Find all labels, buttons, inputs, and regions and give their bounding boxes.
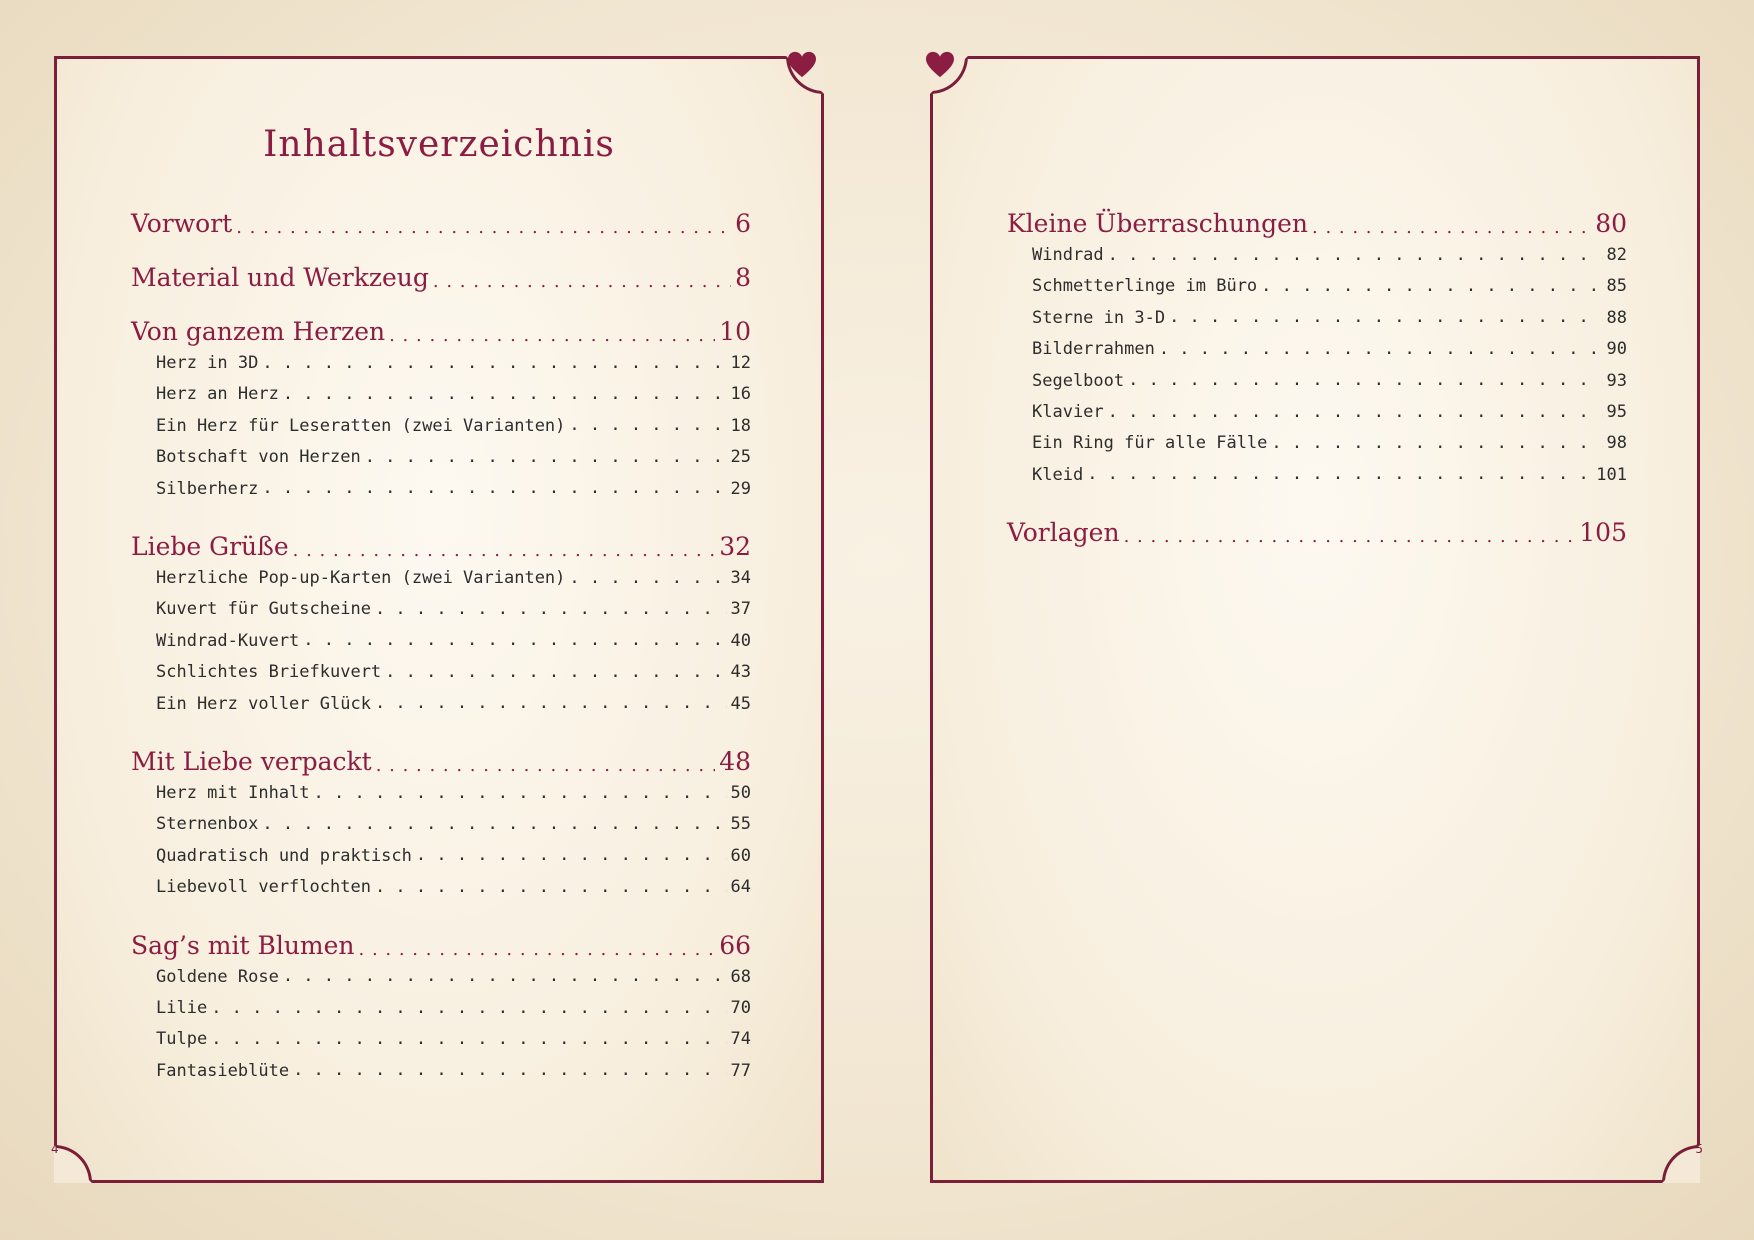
leader-dots: [314, 783, 727, 803]
leader-dots: [1087, 465, 1592, 485]
toc-page-number: 25: [730, 447, 751, 468]
leader-dots: [385, 662, 726, 682]
toc-page-number: 70: [730, 998, 751, 1018]
toc-entry[interactable]: [156, 599, 751, 619]
toc-page-number: 60: [730, 845, 751, 866]
leader-dots: [262, 814, 726, 834]
toc-entry[interactable]: [156, 967, 751, 987]
toc-page-number: 43: [730, 662, 751, 683]
page-number: 5: [1695, 1142, 1703, 1156]
toc-entry[interactable]: [1032, 402, 1627, 422]
leader-dots: [375, 694, 727, 714]
toc-entry[interactable]: [156, 877, 751, 897]
toc-page-number: 8: [735, 263, 751, 292]
toc-entry[interactable]: [1032, 433, 1627, 453]
toc-entry-title: Liebevoll verflochten: [156, 877, 371, 898]
toc-page-number: 64: [730, 877, 751, 898]
leader-dots: [303, 631, 726, 651]
toc-entry-title: Kuvert für Gutscheine: [156, 599, 371, 620]
toc-entry[interactable]: [156, 783, 751, 803]
toc-page-number: 74: [730, 1029, 751, 1050]
leader-dots: [262, 479, 726, 499]
toc-section-title: Vorwort: [131, 209, 233, 238]
leader-dots: [359, 931, 716, 961]
toc-entry-title: Botschaft von Herzen: [156, 447, 361, 468]
toc-entry-title: Silberherz: [156, 478, 259, 499]
toc-section-title: Von ganzem Herzen: [131, 317, 386, 346]
toc-page-number: 68: [730, 966, 751, 987]
heart-icon: [925, 51, 955, 79]
toc-entry-title: Quadratisch und praktisch: [156, 845, 412, 866]
toc-entry-title: Herz in 3D: [156, 353, 259, 373]
toc-page-number: 80: [1595, 209, 1627, 238]
toc-page-number: 29: [730, 478, 751, 499]
toc-page-number: 77: [730, 1060, 751, 1081]
toc-entry[interactable]: [1032, 308, 1627, 328]
toc-entry-title: Segelboot: [1032, 370, 1125, 391]
leader-dots: [236, 209, 731, 239]
toc-entry[interactable]: [156, 846, 751, 866]
toc-page-number: 95: [1606, 402, 1627, 422]
right-page: [930, 56, 1703, 1183]
toc-page-number: 45: [730, 693, 751, 714]
toc-page-number: 34: [730, 568, 751, 588]
toc-entry[interactable]: [156, 353, 751, 373]
leader-dots: [1169, 308, 1602, 328]
leader-dots: [293, 1061, 726, 1081]
leader-dots: [416, 846, 727, 866]
toc-section[interactable]: [131, 209, 751, 239]
toc-page-number: 50: [730, 783, 751, 803]
toc-entry-title: Herzliche Pop-up-Karten (zwei Varianten): [156, 568, 566, 588]
toc-entry-title: Herz mit Inhalt: [156, 783, 310, 803]
toc-page-number: 90: [1606, 339, 1627, 360]
leader-dots: [1312, 209, 1591, 239]
leader-dots: [375, 599, 727, 619]
leader-dots: [293, 532, 716, 562]
toc-section-title: Kleine Überraschungen: [1007, 209, 1309, 238]
toc-entry-title: Sterne in 3-D: [1032, 307, 1166, 328]
toc-page-number: 18: [730, 415, 751, 436]
toc-entry-title: Windrad: [1032, 245, 1104, 265]
leader-dots: [283, 967, 727, 987]
toc-page-number: 55: [730, 814, 751, 835]
leader-dots: [376, 747, 715, 777]
toc-entry[interactable]: [156, 662, 751, 682]
toc-entry[interactable]: [1032, 245, 1627, 265]
leader-dots: [1128, 371, 1602, 391]
toc-section[interactable]: [131, 317, 751, 347]
toc-page-number: 101: [1596, 464, 1627, 485]
leader-dots: [569, 568, 726, 588]
toc-entry-title: Windrad-Kuvert: [156, 630, 300, 651]
toc-page-number: 37: [730, 599, 751, 620]
toc-entry[interactable]: [1032, 339, 1627, 359]
heart-icon: [787, 51, 817, 79]
toc-entry[interactable]: [156, 384, 751, 404]
leader-dots: [283, 384, 727, 404]
toc-page-number: 32: [719, 532, 751, 561]
toc-page-number: 105: [1579, 518, 1627, 548]
toc-entry[interactable]: [156, 447, 751, 467]
toc-page-number: 10: [719, 317, 751, 346]
page-corner-notch: [54, 1145, 92, 1183]
toc-page-number: 98: [1606, 433, 1627, 454]
leader-dots: [375, 877, 727, 897]
left-page: [51, 56, 824, 1183]
toc-entry-title: Ein Herz voller Glück: [156, 693, 371, 714]
page-number: 4: [51, 1142, 59, 1156]
leader-dots: [262, 353, 726, 373]
toc-page-number: 48: [719, 747, 751, 776]
leader-dots: [1124, 518, 1576, 548]
toc-entry-title: Ein Ring für alle Fälle: [1032, 433, 1268, 454]
page-corner-notch: [1662, 1145, 1700, 1183]
toc-page-number: 85: [1606, 276, 1627, 297]
toc-entry-title: Lilie: [156, 998, 208, 1018]
leader-dots: [433, 263, 731, 293]
toc-page-number: 40: [730, 630, 751, 651]
toc-entry[interactable]: [156, 1029, 751, 1049]
leader-dots: [389, 317, 715, 347]
toc-entry-title: Tulpe: [156, 1029, 208, 1050]
toc-entry[interactable]: [156, 1061, 751, 1081]
leader-dots: [211, 998, 726, 1018]
toc-entry[interactable]: [1032, 465, 1627, 485]
leader-dots: [569, 416, 726, 436]
toc-page-number: 93: [1606, 370, 1627, 391]
toc-entry-title: Schmetterlinge im Büro: [1032, 276, 1258, 297]
leader-dots: [1261, 276, 1602, 296]
toc-entry-title: Fantasieblüte: [156, 1060, 290, 1081]
toc-entry-title: Bilderrahmen: [1032, 339, 1155, 360]
toc-section[interactable]: [1007, 518, 1627, 548]
toc-entry-title: Klavier: [1032, 402, 1104, 422]
toc-entry[interactable]: [156, 694, 751, 714]
leader-dots: [1108, 245, 1603, 265]
toc-section-title: Liebe Grüße: [131, 532, 289, 561]
toc-entry-title: Schlichtes Briefkuvert: [156, 662, 382, 683]
toc-page-number: 16: [730, 384, 751, 405]
toc-section-title: Vorlagen: [1007, 518, 1120, 548]
toc-section-title: Sag’s mit Blumen: [131, 930, 355, 960]
toc-entry[interactable]: [156, 479, 751, 499]
toc-page-number: 66: [719, 930, 751, 960]
page-title: Inhaltsverzeichnis: [263, 124, 615, 165]
toc-entry[interactable]: [1032, 276, 1627, 296]
toc-page-number: 12: [730, 353, 751, 373]
toc-page-number: 82: [1606, 245, 1627, 265]
toc-section-title: Mit Liebe verpackt: [131, 747, 372, 776]
toc-entry-title: Kleid: [1032, 464, 1084, 485]
toc-entry[interactable]: [156, 814, 751, 834]
toc-section[interactable]: [1007, 209, 1627, 239]
toc-entry-title: Ein Herz für Leseratten (zwei Varianten): [156, 415, 566, 436]
toc-section[interactable]: [131, 532, 751, 562]
toc-entry-title: Herz an Herz: [156, 384, 279, 405]
toc-entry-title: Goldene Rose: [156, 966, 279, 987]
leader-dots: [1108, 402, 1603, 422]
toc-section[interactable]: [131, 747, 751, 777]
toc-entry-title: Sternenbox: [156, 814, 259, 835]
leader-dots: [1271, 433, 1602, 453]
toc-entry[interactable]: [1032, 371, 1627, 391]
toc-section-title: Material und Werkzeug: [131, 263, 429, 292]
leader-dots: [365, 447, 727, 467]
leader-dots: [211, 1029, 726, 1049]
toc-section[interactable]: [131, 263, 751, 293]
toc-entry[interactable]: [156, 568, 751, 588]
leader-dots: [1159, 339, 1603, 359]
toc-entry[interactable]: [156, 416, 751, 436]
toc-entry[interactable]: [156, 631, 751, 651]
toc-page-number: 6: [735, 209, 751, 238]
toc-section[interactable]: [131, 931, 751, 961]
toc-entry[interactable]: [156, 998, 751, 1018]
toc-page-number: 88: [1606, 307, 1627, 328]
